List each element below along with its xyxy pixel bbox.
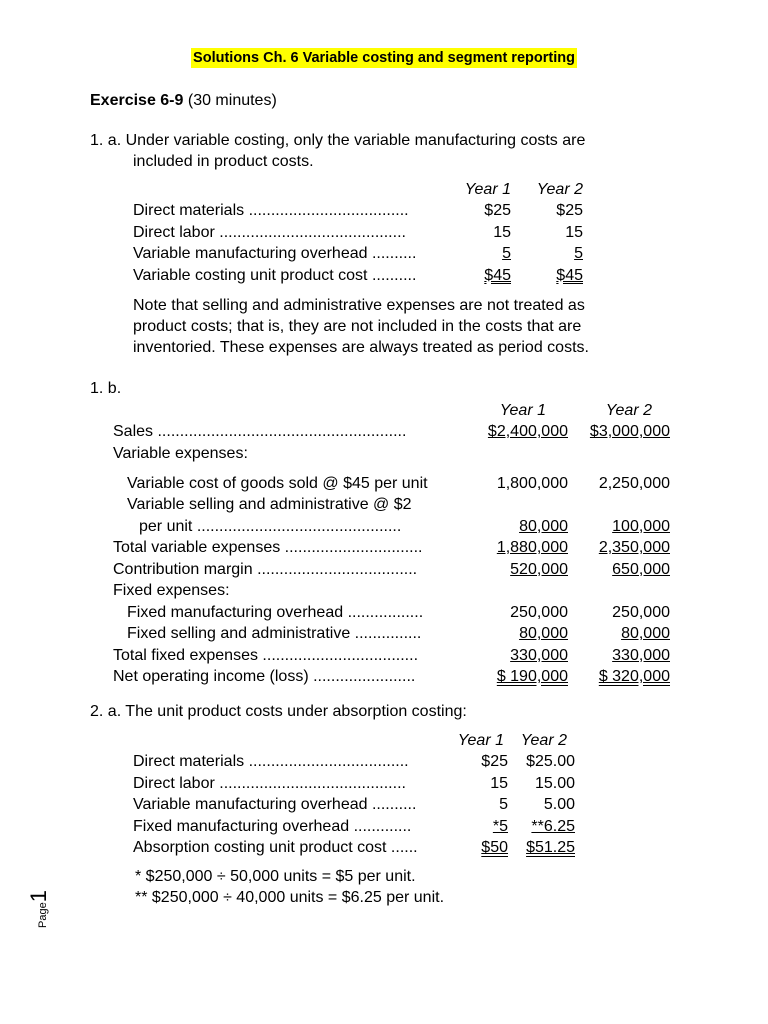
header-year1: Year 1	[499, 401, 546, 419]
row-value-year2: 80,000	[621, 625, 670, 642]
row-value-year1: 5	[499, 796, 508, 813]
row-value-year1: $2,400,000	[487, 423, 568, 440]
table-row	[113, 421, 670, 443]
table-row	[113, 666, 670, 688]
header-year1: Year 1	[457, 731, 504, 749]
row-value-year2: 5.00	[543, 796, 575, 813]
table-header-row	[133, 178, 583, 200]
row-value-year2: 650,000	[612, 560, 670, 578]
row-value-year2: $3,000,000	[589, 423, 670, 440]
header-year1: Year 1	[464, 180, 511, 198]
table-row	[113, 601, 670, 623]
table-row	[113, 558, 670, 580]
row-value-year2: $45	[556, 266, 583, 284]
title-highlight: Solutions Ch. 6 Variable costing and segment reporting	[193, 50, 575, 66]
part1b-table	[113, 399, 670, 687]
row-value-year2: 250,000	[612, 603, 670, 621]
row-value-year1: $45	[484, 266, 511, 284]
part1a-note-line: Note that selling and administrative expenses are not treated as	[133, 297, 585, 314]
row-value-year2: 2,250,000	[598, 474, 670, 492]
header-year2: Year 2	[520, 731, 567, 749]
table-row	[113, 644, 670, 666]
header-year2: Year 2	[536, 180, 583, 198]
row-value-year1: 330,000	[510, 646, 568, 664]
row-value-year1: $25	[484, 202, 511, 219]
row-value-year2: $25	[556, 202, 583, 219]
page-title	[182, 46, 586, 70]
row-label: Direct labor ..........................................	[133, 223, 406, 241]
row-value-year1: 15	[490, 774, 508, 792]
row-label: Variable selling and administrative @ $2	[127, 496, 412, 513]
footnote: * $250,000 ÷ 50,000 units = $5 per unit.	[135, 868, 416, 885]
part1a-note-line: product costs; that is, they are not included in the costs that are	[133, 318, 582, 335]
row-label: Direct materials ....................................	[133, 202, 409, 219]
row-label: Contribution margin ....................................	[113, 560, 418, 578]
row-label: Variable costing unit product cost ..........	[133, 266, 417, 284]
table-header-row	[113, 399, 670, 421]
row-value-year2: 5	[574, 245, 583, 262]
row-value-year2: 15	[565, 223, 583, 241]
table-row	[113, 515, 670, 537]
row-value-year2: $25.00	[526, 753, 575, 770]
table-row	[113, 623, 670, 645]
row-value-year1: $50	[481, 839, 508, 856]
row-label: Net operating income (loss) .......................	[113, 668, 416, 685]
row-label: Fixed selling and administrative ...............	[127, 625, 422, 642]
table-row	[113, 464, 670, 494]
row-label: Variable manufacturing overhead ..........	[133, 796, 417, 813]
table-row	[133, 264, 583, 286]
exercise-label: Exercise 6-9	[90, 92, 184, 109]
row-label: Total variable expenses ...............................	[113, 539, 423, 556]
row-label: Variable expenses:	[113, 444, 248, 462]
row-label: per unit ..............................................	[139, 517, 402, 535]
row-value-year1: 80,000	[519, 625, 568, 642]
row-value-year1: *5	[492, 817, 508, 835]
row-label: Total fixed expenses ...................................	[113, 646, 419, 664]
table-row	[133, 815, 575, 837]
row-value-year1: 250,000	[510, 603, 568, 621]
table-row	[133, 794, 575, 816]
row-value-year1: 520,000	[510, 560, 568, 578]
row-value-year2: $ 320,000	[598, 668, 670, 685]
row-value-year2: 2,350,000	[598, 539, 670, 556]
row-value-year1: 1,880,000	[496, 539, 568, 556]
table-row	[133, 772, 575, 794]
row-value-year1: $25	[481, 753, 508, 770]
row-label: Direct materials ....................................	[133, 753, 409, 770]
part1b-label: 1. b.	[90, 380, 122, 397]
part2a-intro: 2. a. The unit product costs under absorption costing:	[90, 703, 467, 720]
part1a-intro-line1: 1. a. Under variable costing, only the variable manufacturing costs are	[90, 132, 586, 149]
row-value-year1: $ 190,000	[496, 668, 568, 685]
page-number	[26, 888, 66, 928]
footnote: ** $250,000 ÷ 40,000 units = $6.25 per unit.	[135, 889, 445, 906]
part2a-table	[133, 729, 575, 858]
row-label: Fixed manufacturing overhead .................	[127, 603, 424, 621]
part1a-intro-line2: included in product costs.	[133, 153, 314, 170]
table-row	[133, 221, 583, 243]
row-label: Sales ........................................................	[113, 423, 407, 440]
row-value-year2: 100,000	[612, 517, 670, 535]
row-value-year1: 1,800,000	[496, 474, 568, 492]
row-label: Absorption costing unit product cost ......	[133, 839, 418, 856]
row-value-year2: 15.00	[534, 774, 575, 792]
table-row	[133, 751, 575, 773]
row-value-year2: $51.25	[526, 839, 575, 856]
table-row	[133, 200, 583, 222]
table-row	[133, 837, 575, 859]
row-label: Variable cost of goods sold @ $45 per unit	[127, 474, 428, 492]
table-row	[113, 494, 670, 516]
row-label: Direct labor ..........................................	[133, 774, 406, 792]
row-value-year2: **6.25	[531, 817, 575, 835]
part1a-table	[133, 178, 583, 286]
row-value-year2: 330,000	[612, 646, 670, 664]
row-label: Variable manufacturing overhead ..........	[133, 245, 417, 262]
exercise-heading	[90, 92, 277, 110]
table-row	[113, 580, 670, 602]
header-year2: Year 2	[605, 401, 652, 419]
part1a-note-line: inventoried. These expenses are always treated as period costs.	[133, 339, 589, 356]
table-row	[113, 442, 670, 464]
page-label: Page	[37, 902, 49, 928]
row-value-year1: 15	[493, 223, 511, 241]
row-label: Fixed expenses:	[113, 582, 230, 599]
exercise-time: (30 minutes)	[187, 92, 277, 109]
table-row	[113, 537, 670, 559]
table-row	[133, 243, 583, 265]
page-number-value: 1	[26, 890, 51, 903]
row-value-year1: 80,000	[519, 517, 568, 535]
row-value-year1: 5	[502, 245, 511, 262]
row-label: Fixed manufacturing overhead .............	[133, 817, 412, 835]
table-header-row	[133, 729, 575, 751]
